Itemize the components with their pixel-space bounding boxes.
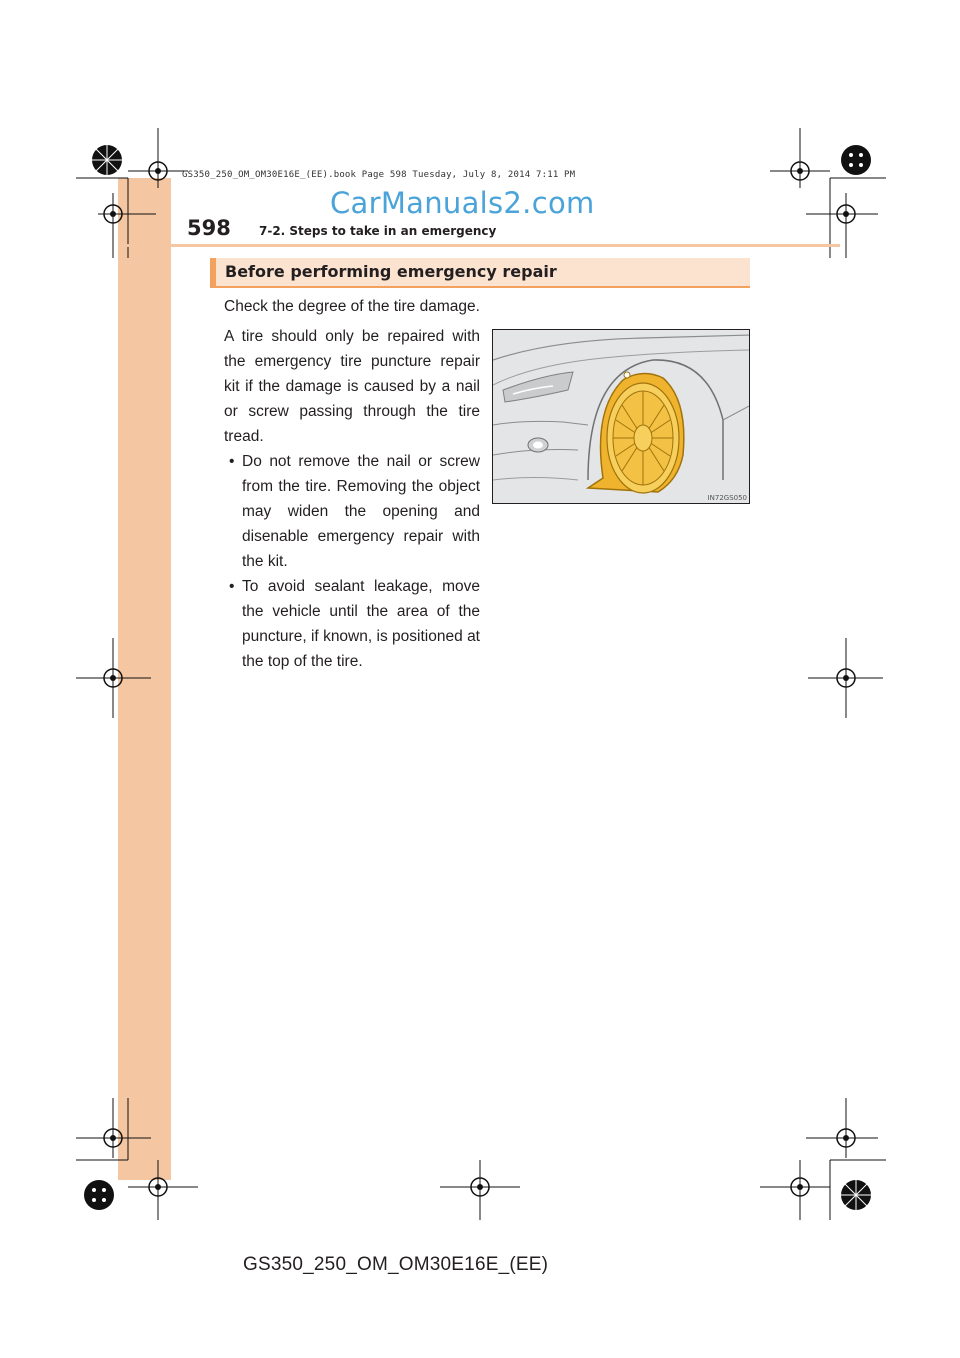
subheading-box xyxy=(210,258,750,288)
intro-text: Check the degree of the tire damage. xyxy=(224,298,480,315)
tire-damage-illustration xyxy=(492,329,750,504)
watermark-link[interactable]: CarManuals2.com xyxy=(330,186,595,220)
footer-model-code: GS350_250_OM_OM30E16E_(EE) xyxy=(243,1254,549,1275)
registration-mark-mid-right xyxy=(808,638,888,718)
list-item xyxy=(224,449,480,574)
bullet-list xyxy=(224,449,480,674)
registration-mark-bottom-center xyxy=(440,1160,520,1220)
registration-mark-top-center-left xyxy=(128,128,188,188)
list-item xyxy=(224,574,480,674)
page-number: 598 xyxy=(187,216,231,240)
subheading-text: Before performing emergency repair xyxy=(225,262,557,281)
bullet-text: To avoid sealant leakage, move the vehicle until the area of the puncture, if known, is positioned at the top of the tire. xyxy=(242,578,480,670)
registration-mark-top-right xyxy=(806,118,886,258)
body-paragraph: A tire should only be repaired with the emergency tire puncture repair kit if the damage is caused by a nail or screw passing through the tire tread. xyxy=(224,328,480,445)
registration-mark-bottom-right xyxy=(806,1098,886,1228)
bullet-symbol: • xyxy=(229,453,235,470)
registration-mark-mid-left xyxy=(76,638,156,718)
section-title: 7-2. Steps to take in an emergency xyxy=(259,224,497,238)
registration-mark-bottom-center-left xyxy=(128,1160,198,1220)
car-front-wheel-drawing xyxy=(493,330,750,504)
header-rule xyxy=(118,244,840,247)
print-info-line: GS350_250_OM_OM30E16E_(EE).book Page 598 Tuesday, July 8, 2014 7:11 PM xyxy=(182,170,576,180)
bullet-text: Do not remove the nail or screw from the tire. Removing the object may widen the opening and disenable emergency repair with the kit. xyxy=(242,453,480,570)
bullet-symbol: • xyxy=(229,578,235,595)
figure-code: IN72GS050 xyxy=(707,494,747,502)
